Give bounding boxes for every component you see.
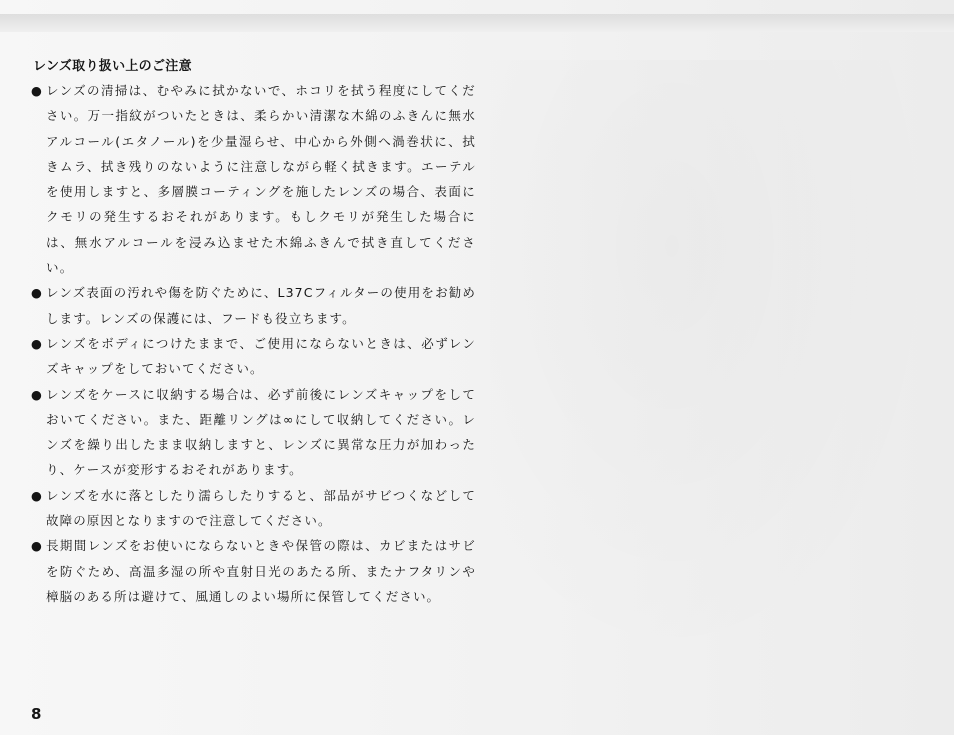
- scan-edge-band: [0, 14, 954, 32]
- precautions-list: [31, 78, 476, 609]
- list-item-text: レンズの清掃は、むやみに拭かないで、ホコリを拭う程度にしてください。万一指紋がついたときは、柔らかい清潔な木綿のふきんに無水アルコール(エタノール)を少量湿らせ、中心から外側へ渦巻状に、拭きムラ、拭き残りのないように注意しながら軽く拭きます。エーテルを使用しますと、多層膜コーティングを施したレンズの場合、表面にクモリの発生するおそれがあります。もしクモリが発生した場合には、無水アルコールを浸み込ませた木綿ふきんで拭き直してください。: [46, 83, 476, 276]
- bleed-through-area: [490, 60, 945, 680]
- bullet-icon: ●: [31, 335, 44, 351]
- list-item-text: レンズを水に落としたり濡らしたりすると、部品がサビつくなどして故障の原因となりますので注意してください。: [46, 487, 476, 529]
- bullet-icon: ●: [31, 538, 44, 554]
- list-item-text: 長期間レンズをお使いにならないときや保管の際は、カビまたはサビを防ぐため、高温多湿の所や直射日光のあたる所、またナフタリンや樟脳のある所は避けて、風通しのよい場所に保管してください。: [46, 538, 476, 604]
- list-item-text: レンズ表面の汚れや傷を防ぐために、L37Cフィルターの使用をお勧めします。レンズの保護には、フードも役立ちます。: [46, 285, 476, 326]
- page-title: レンズ取り扱い上のご注意: [33, 59, 192, 74]
- bullet-icon: ●: [31, 285, 44, 301]
- list-item: [31, 280, 476, 331]
- bullet-icon: ●: [31, 386, 44, 402]
- list-item: [31, 533, 476, 609]
- list-item: [31, 483, 476, 534]
- list-item-text: レンズをケースに収納する場合は、必ず前後にレンズキャップをしておいてください。また、距離リングは∞にして収納してください。レンズを繰り出したまま収納しますと、レンズに異常な圧力が加わったり、ケースが変形するおそれがあります。: [46, 386, 476, 478]
- list-item: [31, 78, 476, 280]
- list-item-text: レンズをボディにつけたままで、ご使用にならないときは、必ずレンズキャップをしておいてください。: [46, 335, 476, 377]
- bullet-icon: ●: [31, 83, 44, 98]
- page-number: 8: [31, 705, 42, 723]
- list-item: [31, 382, 476, 483]
- list-item: [31, 331, 476, 382]
- bullet-icon: ●: [31, 487, 44, 503]
